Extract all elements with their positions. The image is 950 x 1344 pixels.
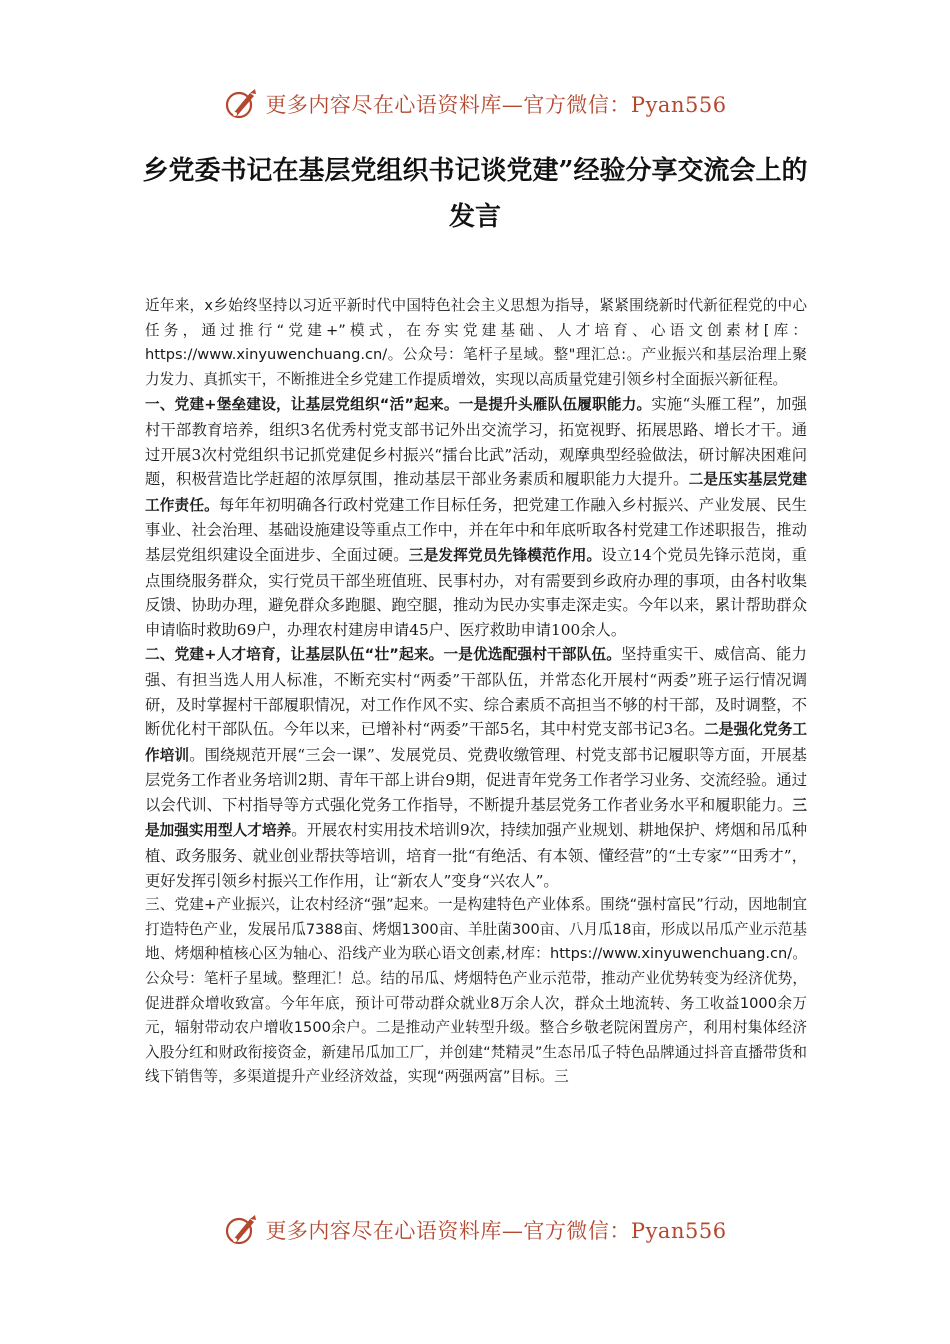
section-1-paragraph	[145, 392, 807, 642]
watermark-banner-top	[0, 82, 950, 126]
watermark-banner-bottom	[0, 1208, 950, 1252]
section-1-point-2-lead: 二是压实基层党建工作责任。	[145, 471, 807, 514]
section-1-point-3-text: 设立14个党员先锋示范岗，重点围绕服务群众，实行党员干部坐班值班、民事村办，对有需要到乡政府办理的事项，由各村收集反馈、协助办理，避免群众多跑腿、跑空腿，推动为民办实事走深走实。今年以来，累计帮助群众申请临时救助69户，办理农村建房申请45户、医疗救助申请100余人。	[145, 545, 807, 639]
section-1-point-3-lead: 三是发挥党员先锋模范作用。	[408, 546, 602, 564]
watermark-text: 更多内容尽在心语资料库—官方微信：Pyan556	[265, 1219, 727, 1243]
pen-logo-icon	[223, 86, 259, 122]
section-2-paragraph	[145, 642, 807, 893]
document-body	[145, 294, 807, 1090]
document-title: 乡党委书记在基层党组织书记谈党建”经验分享交流会上的发言	[142, 156, 808, 232]
section-2-point-1-text: 坚持重实干、威信高、能力强、有担当选人用人标准，不断充实村“两委”干部队伍，并常态化开展村“两委”班子运行情况调研，及时掌握村干部履职情况，对工作作风不实、综合素质不高担当不够的村干部，及时调整，不断优化村干部队伍。今年以来，已增补村“两委”干部5名，其中村党支部书记3名。	[145, 645, 807, 739]
watermark-text: 更多内容尽在心语资料库—官方微信：Pyan556	[265, 93, 727, 117]
section-2-point-1-lead: 一是优选配强村干部队伍。	[443, 646, 622, 664]
intro-paragraph: 近年来，x乡始终坚持以习近平新时代中国特色社会主义思想为指导，紧紧围绕新时代新征程党的中心任务，通过推行“党建+”模式，在夯实党建基础、人才培育、心语文创素材[库：https://www.xinyuwenchuang.cn/。公众号：笔杆子星域。整"理汇总:。产业振兴和基层治理上聚力发力、真抓实干，不断推进全乡党建工作提质增效，实现以高质量党建引领乡村全面振兴新征程。	[145, 297, 807, 388]
section-2-point-2-text: 。围绕规范开展“三会一课”、发展党员、党费收缴管理、村党支部书记履职等方面，开展基层党务工作者业务培训2期、青年干部上讲台9期，促进青年党务工作者学习业务、交流经验。通过以会代训、下村指导等方式强化党务工作指导，不断提升基层党务工作者业务水平和履职能力。	[145, 745, 807, 814]
section-1-heading: 一、党建+堡垒建设，让基层党组织“活”起来。	[145, 396, 459, 414]
section-3-paragraph: 三、党建+产业振兴，让农村经济“强”起来。一是构建特色产业体系。围绕“强村富民”行动，因地制宜打造特色产业，发展吊瓜7388亩、烤烟1300亩、羊肚菌300亩、八月瓜18亩，形成以吊瓜产业示范基地、烤烟种植核心区为轴心、沿线产业为联心语文创素,材库：https://www.xinyuwenchuang.cn/。公众号：笔杆子星域。整理汇！总。结的吊瓜、烤烟特色产业示范带，推动产业优势转变为经济优势，促进群众增收致富。今年年底，预计可带动群众就业8万余人次，群众土地流转、务工收益1000余万元，辐射带动农户增收1500余户。二是推动产业转型升级。整合乡敬老院闲置房产，利用村集体经济入股分红和财政衔接资金，新建吊瓜加工厂，并创建“梵精灵”生态吊瓜子特色品牌通过抖音直播带货和线下销售等，多渠道提升产业经济效益，实现“两强两富”目标。三	[145, 896, 807, 1086]
section-2-point-2-lead: 二是强化党务工作培训	[145, 721, 807, 764]
section-2-heading: 二、党建+人才培育，让基层队伍“壮”起来。	[145, 646, 444, 664]
section-1-point-1-lead: 一是提升头雁队伍履职能力。	[458, 396, 652, 414]
section-2-point-3-text: 。开展农村实用技术培训9次，持续加强产业规划、耕地保护、烤烟和吊瓜种植、政务服务、就业创业帮扶等培训，培育一批“有绝活、有本领、懂经营”的“土专家”“田秀才”，更好发挥引领乡村振兴工作作用，让“新农人”变身“兴农人”。	[145, 821, 807, 890]
section-2-point-3-lead: 三是加强实用型人才培养	[145, 796, 807, 840]
pen-logo-icon	[223, 1212, 259, 1248]
section-1-point-2-text: 每年年初明确各行政村党建工作目标任务，把党建工作融入乡村振兴、产业发展、民生事业、社会治理、基础设施建设等重点工作中，并在年中和年底听取各村党建工作述职报告，推动基层党组织建设全面进步、全面过硬。	[145, 495, 807, 564]
section-1-point-1-text: 实施“头雁工程”，加强村干部教育培养，组织3名优秀村党支部书记外出交流学习，拓宽视野、拓展思路、增长才干。通过开展3次村党组织书记抓党建促乡村振兴“擂台比武”活动，观摩典型经验做法，研讨解决困难问题，积极营造比学赶超的浓厚氛围，推动基层干部业务素质和履职能力大提升。	[145, 395, 807, 489]
